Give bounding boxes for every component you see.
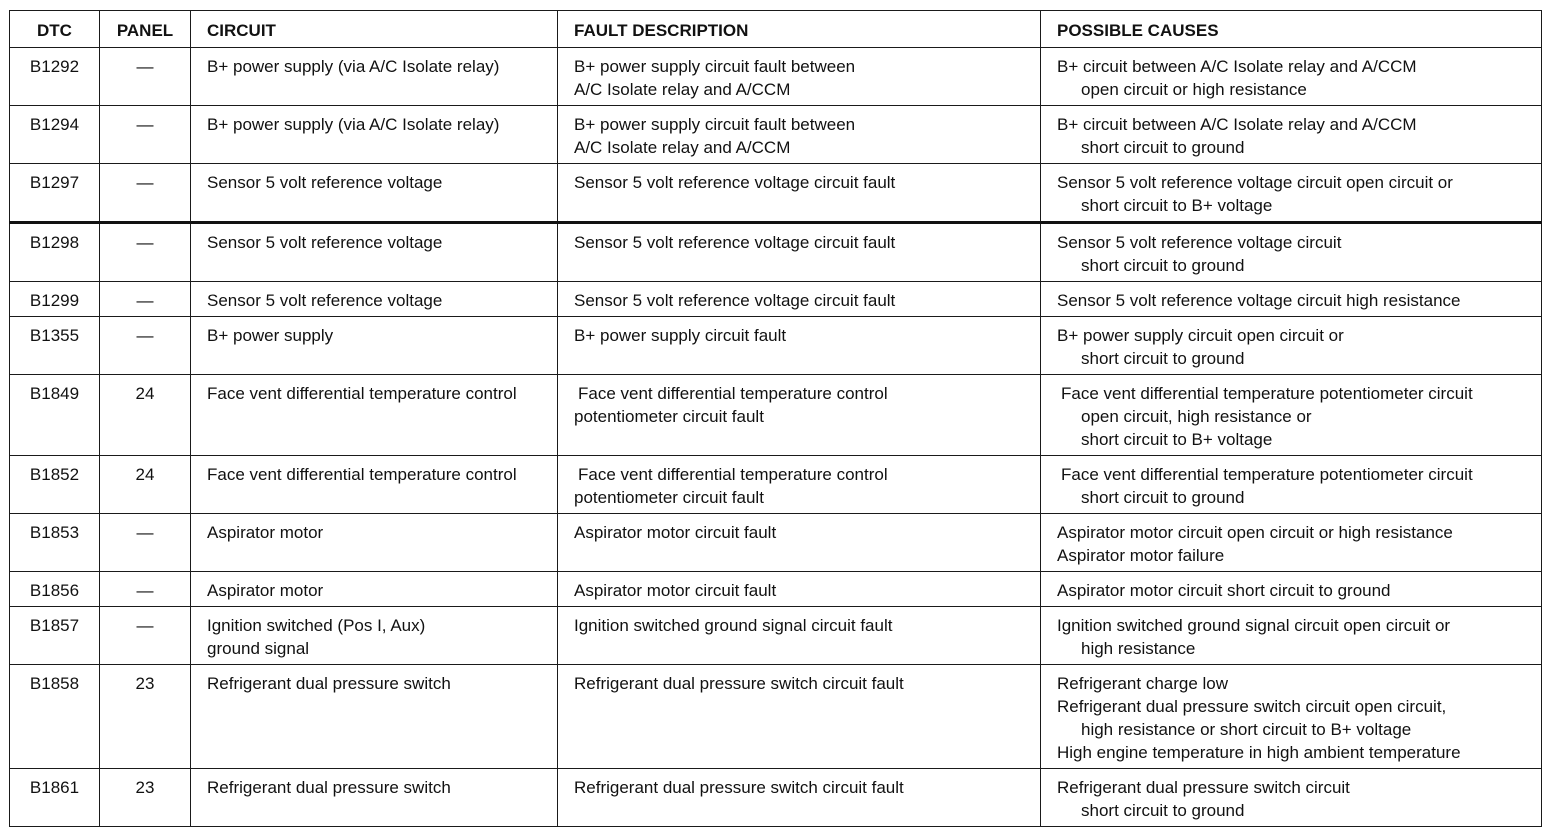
cell-causes bbox=[1041, 223, 1542, 282]
cell-panel: — bbox=[100, 223, 191, 282]
cell-fault bbox=[558, 48, 1041, 106]
cell-panel: — bbox=[100, 607, 191, 665]
cell-causes bbox=[1041, 375, 1542, 456]
causes-line: Aspirator motor failure bbox=[1057, 546, 1225, 565]
cell-panel: 23 bbox=[100, 665, 191, 769]
causes-line: short circuit to ground bbox=[1081, 488, 1245, 507]
causes-line: Ignition switched ground signal circuit open circuit or bbox=[1057, 616, 1451, 635]
table-row bbox=[10, 106, 1542, 164]
table-row bbox=[10, 665, 1542, 769]
cell-fault bbox=[558, 223, 1041, 282]
causes-line: B+ circuit between A/C Isolate relay and A/CCM bbox=[1057, 115, 1417, 134]
cell-circuit bbox=[191, 456, 558, 514]
causes-line: B+ power supply circuit open circuit or bbox=[1057, 326, 1344, 345]
cell-causes bbox=[1041, 48, 1542, 106]
fault-line: A/C Isolate relay and A/CCM bbox=[574, 138, 791, 157]
causes-line: short circuit to B+ voltage bbox=[1081, 430, 1273, 449]
cell-circuit bbox=[191, 48, 558, 106]
cell-circuit bbox=[191, 317, 558, 375]
cell-fault bbox=[558, 607, 1041, 665]
causes-line: open circuit, high resistance or bbox=[1081, 407, 1312, 426]
cell-panel: 24 bbox=[100, 375, 191, 456]
header-fault-description: FAULT DESCRIPTION bbox=[558, 11, 1041, 48]
causes-line: Aspirator motor circuit short circuit to ground bbox=[1057, 581, 1391, 600]
cell-dtc: B1857 bbox=[10, 607, 100, 665]
header-panel: PANEL bbox=[100, 11, 191, 48]
cell-causes bbox=[1041, 282, 1542, 317]
cell-panel: — bbox=[100, 572, 191, 607]
causes-line: short circuit to ground bbox=[1081, 138, 1245, 157]
causes-line: Face vent differential temperature potentiometer circuit bbox=[1061, 465, 1473, 484]
cell-dtc: B1294 bbox=[10, 106, 100, 164]
cell-causes bbox=[1041, 317, 1542, 375]
cell-circuit bbox=[191, 514, 558, 572]
cell-dtc: B1853 bbox=[10, 514, 100, 572]
cell-dtc: B1297 bbox=[10, 164, 100, 223]
causes-line: short circuit to ground bbox=[1081, 349, 1245, 368]
circuit-line: B+ power supply (via A/C Isolate relay) bbox=[207, 57, 500, 76]
causes-line: Sensor 5 volt reference voltage circuit bbox=[1057, 233, 1342, 252]
cell-dtc: B1355 bbox=[10, 317, 100, 375]
fault-line: potentiometer circuit fault bbox=[574, 407, 764, 426]
cell-dtc: B1858 bbox=[10, 665, 100, 769]
table-row bbox=[10, 48, 1542, 106]
cell-fault bbox=[558, 572, 1041, 607]
circuit-line: Aspirator motor bbox=[207, 581, 324, 600]
header-dtc: DTC bbox=[10, 11, 100, 48]
cell-dtc: B1856 bbox=[10, 572, 100, 607]
circuit-line: Face vent differential temperature control bbox=[207, 465, 517, 484]
circuit-line: B+ power supply (via A/C Isolate relay) bbox=[207, 115, 500, 134]
cell-fault bbox=[558, 665, 1041, 769]
causes-line: open circuit or high resistance bbox=[1081, 80, 1307, 99]
cell-fault bbox=[558, 514, 1041, 572]
cell-circuit bbox=[191, 769, 558, 827]
circuit-line: Refrigerant dual pressure switch bbox=[207, 778, 451, 797]
cell-circuit bbox=[191, 282, 558, 317]
cell-fault bbox=[558, 456, 1041, 514]
cell-circuit bbox=[191, 665, 558, 769]
circuit-line: Sensor 5 volt reference voltage bbox=[207, 233, 443, 252]
cell-causes bbox=[1041, 769, 1542, 827]
table-row bbox=[10, 282, 1542, 317]
cell-fault bbox=[558, 317, 1041, 375]
circuit-line: Refrigerant dual pressure switch bbox=[207, 674, 451, 693]
fault-line: potentiometer circuit fault bbox=[574, 488, 764, 507]
table-row bbox=[10, 572, 1542, 607]
circuit-line: Aspirator motor bbox=[207, 523, 324, 542]
circuit-line: ground signal bbox=[207, 639, 310, 658]
table-row bbox=[10, 607, 1542, 665]
causes-line: Refrigerant dual pressure switch circuit bbox=[1057, 778, 1350, 797]
causes-line: Refrigerant charge low bbox=[1057, 674, 1229, 693]
table-row bbox=[10, 164, 1542, 223]
table-row bbox=[10, 375, 1542, 456]
causes-line: high resistance or short circuit to B+ voltage bbox=[1081, 720, 1412, 739]
causes-line: Sensor 5 volt reference voltage circuit high resistance bbox=[1057, 291, 1461, 310]
cell-fault bbox=[558, 106, 1041, 164]
table-row bbox=[10, 769, 1542, 827]
table-row bbox=[10, 317, 1542, 375]
causes-line: high resistance bbox=[1081, 639, 1196, 658]
fault-line: Refrigerant dual pressure switch circuit fault bbox=[574, 778, 904, 797]
cell-circuit bbox=[191, 164, 558, 223]
cell-panel: — bbox=[100, 106, 191, 164]
causes-line: Sensor 5 volt reference voltage circuit open circuit or bbox=[1057, 173, 1453, 192]
dtc-table bbox=[9, 10, 1542, 827]
causes-line: High engine temperature in high ambient temperature bbox=[1057, 743, 1461, 762]
circuit-line: B+ power supply bbox=[207, 326, 334, 345]
cell-panel: — bbox=[100, 317, 191, 375]
cell-causes bbox=[1041, 514, 1542, 572]
cell-causes bbox=[1041, 456, 1542, 514]
cell-fault bbox=[558, 164, 1041, 223]
cell-dtc: B1299 bbox=[10, 282, 100, 317]
fault-line: Refrigerant dual pressure switch circuit fault bbox=[574, 674, 904, 693]
header-circuit: CIRCUIT bbox=[191, 11, 558, 48]
circuit-line: Face vent differential temperature control bbox=[207, 384, 517, 403]
cell-fault bbox=[558, 769, 1041, 827]
causes-line: B+ circuit between A/C Isolate relay and A/CCM bbox=[1057, 57, 1417, 76]
cell-causes bbox=[1041, 164, 1542, 223]
causes-line: Refrigerant dual pressure switch circuit open circuit, bbox=[1057, 697, 1447, 716]
fault-line: Sensor 5 volt reference voltage circuit fault bbox=[574, 173, 896, 192]
cell-panel: — bbox=[100, 48, 191, 106]
causes-line: Aspirator motor circuit open circuit or high resistance bbox=[1057, 523, 1453, 542]
table-row bbox=[10, 514, 1542, 572]
causes-line: short circuit to ground bbox=[1081, 256, 1245, 275]
fault-line: Sensor 5 volt reference voltage circuit fault bbox=[574, 233, 896, 252]
header-possible-causes: POSSIBLE CAUSES bbox=[1041, 11, 1542, 48]
cell-panel: 23 bbox=[100, 769, 191, 827]
cell-panel: — bbox=[100, 164, 191, 223]
table-header bbox=[10, 11, 1542, 48]
fault-line: Face vent differential temperature control bbox=[578, 465, 888, 484]
cell-causes bbox=[1041, 665, 1542, 769]
cell-circuit bbox=[191, 572, 558, 607]
causes-line: Face vent differential temperature potentiometer circuit bbox=[1061, 384, 1473, 403]
circuit-line: Sensor 5 volt reference voltage bbox=[207, 291, 443, 310]
cell-panel: — bbox=[100, 514, 191, 572]
fault-line: Aspirator motor circuit fault bbox=[574, 523, 777, 542]
circuit-line: Sensor 5 volt reference voltage bbox=[207, 173, 443, 192]
fault-line: B+ power supply circuit fault between bbox=[574, 115, 856, 134]
cell-dtc: B1861 bbox=[10, 769, 100, 827]
cell-circuit bbox=[191, 223, 558, 282]
table-row bbox=[10, 456, 1542, 514]
fault-line: A/C Isolate relay and A/CCM bbox=[574, 80, 791, 99]
cell-circuit bbox=[191, 375, 558, 456]
circuit-line: Ignition switched (Pos I, Aux) bbox=[207, 616, 426, 635]
fault-line: B+ power supply circuit fault bbox=[574, 326, 787, 345]
cell-panel: — bbox=[100, 282, 191, 317]
cell-dtc: B1298 bbox=[10, 223, 100, 282]
fault-line: Sensor 5 volt reference voltage circuit fault bbox=[574, 291, 896, 310]
cell-fault bbox=[558, 375, 1041, 456]
fault-line: Aspirator motor circuit fault bbox=[574, 581, 777, 600]
cell-circuit bbox=[191, 607, 558, 665]
causes-line: short circuit to ground bbox=[1081, 801, 1245, 820]
cell-causes bbox=[1041, 572, 1542, 607]
cell-panel: 24 bbox=[100, 456, 191, 514]
cell-causes bbox=[1041, 106, 1542, 164]
cell-dtc: B1849 bbox=[10, 375, 100, 456]
table-row bbox=[10, 223, 1542, 282]
fault-line: Ignition switched ground signal circuit fault bbox=[574, 616, 893, 635]
cell-dtc: B1852 bbox=[10, 456, 100, 514]
cell-dtc: B1292 bbox=[10, 48, 100, 106]
fault-line: Face vent differential temperature control bbox=[578, 384, 888, 403]
fault-line: B+ power supply circuit fault between bbox=[574, 57, 856, 76]
table-body bbox=[10, 48, 1542, 827]
cell-circuit bbox=[191, 106, 558, 164]
cell-fault bbox=[558, 282, 1041, 317]
header-row bbox=[10, 11, 1542, 48]
cell-causes bbox=[1041, 607, 1542, 665]
causes-line: short circuit to B+ voltage bbox=[1081, 196, 1273, 215]
